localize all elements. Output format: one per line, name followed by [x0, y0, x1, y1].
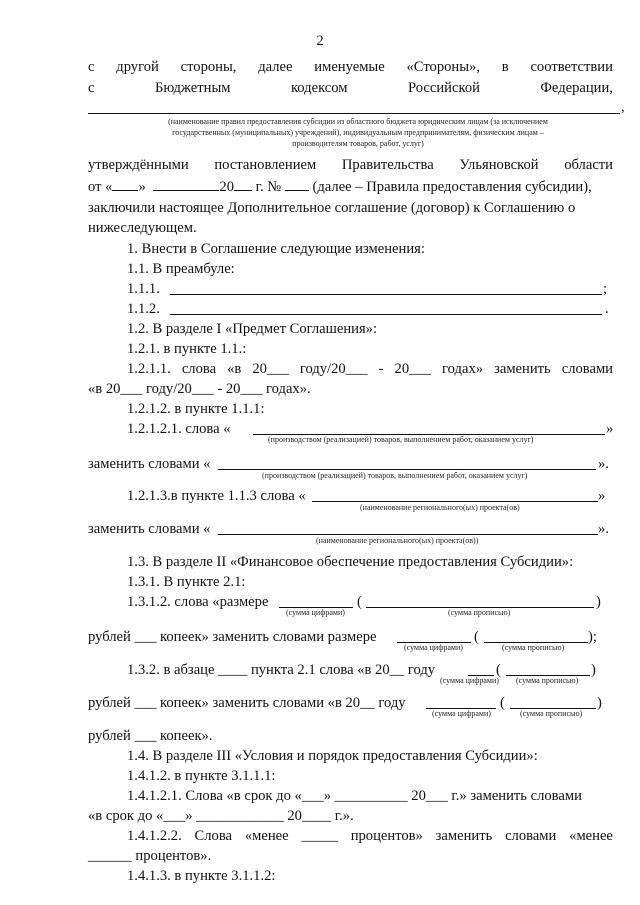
note-sum-digits-3: (сумма цифрами)	[440, 676, 499, 685]
note-sum-words-2: (сумма прописью)	[502, 643, 565, 652]
item-1-2-1: 1.2.1. в пункте 1.1.:	[127, 341, 247, 357]
concluded-line: заключили настоящее Дополнительное соглашение (договор) к Соглашению о	[88, 200, 576, 216]
rules-name-blank[interactable]	[88, 113, 620, 114]
note-project-1: (наименование регионального(ых) проекта(ов)	[360, 503, 520, 512]
rules-comma: ,	[621, 99, 625, 115]
replace-words-2: заменить словами «	[88, 521, 211, 537]
item-1-1-2: 1.1.2.	[127, 301, 160, 317]
page-number: 2	[316, 33, 324, 49]
day-blank[interactable]	[112, 178, 138, 191]
item-1-2: 1.2. В разделе I «Предмет Соглашения»:	[127, 321, 378, 337]
intro-line-2: с Бюджетным кодексом Российской Федерации,	[88, 80, 613, 96]
replace-words-1: заменить словами «	[88, 456, 211, 472]
item-1-4-1-2-1-line1: 1.4.1.2.1. Слова «в срок до «___» __________ 20___ г.» заменить словами	[127, 788, 582, 804]
note-sum-digits-1: (сумма цифрами)	[286, 608, 345, 617]
quote-close-dot-1: ».	[598, 456, 609, 472]
number-blank[interactable]	[285, 178, 309, 191]
note-sum-words-4: (сумма прописью)	[520, 709, 583, 718]
item-1-4-1-2-1-line2: «в срок до «___» ____________ 20____ г.».	[88, 808, 354, 824]
rub-kop-replace-2: рублей ___ копеек» заменить словами «в 20__ году	[88, 695, 406, 711]
rub-kop-replace-1: рублей ___ копеек» заменить словами размере	[88, 629, 377, 645]
item-1-3-1: 1.3.1. В пункте 2.1:	[127, 574, 246, 590]
item-1-1-1: 1.1.1.	[127, 281, 160, 297]
year-blank[interactable]	[234, 178, 252, 191]
item-1-3: 1.3. В разделе II «Финансовое обеспечение предоставления Субсидии»:	[127, 554, 574, 570]
project-blank-1[interactable]	[312, 501, 598, 502]
note-sum-words-1: (сумма прописью)	[448, 608, 511, 617]
item-1-4-1-2-2-line1: 1.4.1.2.2. Слова «менее _____ процентов» заменить словами «менее	[127, 828, 613, 844]
note-sum-digits-2: (сумма цифрами)	[404, 643, 463, 652]
item-1-1: 1.1. В преамбуле:	[127, 261, 235, 277]
note-sum-digits-4: (сумма цифрами)	[432, 709, 491, 718]
note-project-2: (наименование регионального(ых) проекта(ов))	[316, 536, 479, 545]
date-number-line: от « » 20 г. № (далее – Правила предоставления субсидии),	[88, 179, 592, 195]
quote-close-1: »	[606, 421, 614, 437]
item-1-3-1-2: 1.3.1.2. слова «размере	[127, 594, 269, 610]
note-sum-words-3: (сумма прописью)	[516, 676, 579, 685]
item-1-2-1-1-line1: 1.2.1.1. слова «в 20___ году/20___ - 20___ годах» заменить словами	[127, 361, 613, 377]
quote-close-dot-2: ».	[598, 521, 609, 537]
note-goods-1: (производством (реализацией) товаров, выполнением работ, оказанием услуг)	[268, 435, 534, 444]
item-1-1-2-end: .	[605, 301, 609, 317]
item-1-3-2: 1.3.2. в абзаце ____ пункта 2.1 слова «в 20__ году	[127, 662, 436, 678]
item-1-4-1-2-2-line2: ______ процентов».	[88, 848, 212, 864]
item-1-4-1-2: 1.4.1.2. в пункте 3.1.1.1:	[127, 768, 276, 784]
item-1-1-1-blank[interactable]	[170, 294, 602, 295]
project-blank-2[interactable]	[218, 534, 598, 535]
item-1-2-1-3: 1.2.1.3.в пункте 1.1.3 слова «	[127, 488, 306, 504]
item-1-1-1-end: ;	[603, 281, 608, 297]
intro-line-1: с другой стороны, далее именуемые «Стороны», в соответствии	[88, 59, 613, 75]
item-1-2-1-2-1: 1.2.1.2.1. слова «	[127, 421, 231, 437]
note-rules: (наименование правил предоставления субсидии из областного бюджета юридическим лицам (за исключением государственных (муниципальных) учреждений), индивидуальным предпринимателям, физическим лицам – производителям товаров, работ, услуг)	[168, 117, 548, 148]
item-1-1-2-blank[interactable]	[170, 314, 602, 315]
goods-words-blank-2[interactable]	[218, 469, 596, 470]
document-page: 2 с другой стороны, далее именуемые «Стороны», в соответствии с Бюджетным кодексом Российской Федерации, , (наименование правил предоставления субсидии из областного бюджета юридическим лицам (за исключением государственных (муниципальных) учреждений), индивидуальным предпринимателям, физическим лицам – производителям товаров, работ, услуг) утверждёнными постановлением Правительства Ульяновской области от « » 20 г. № (далее – Правила предоставления субсидии), заключили настоящее Дополнительное соглашение (договор) к Соглашению о нижеследующем. 1. Внести в Соглашение следующие изменения: 1.1. В преамбуле: 1.1.1. ; 1.1.2. . 1.2. В разделе I «Предмет Соглашения»: 1.2.1. в пункте 1.1.: 1.2.1.1. слова «в 20___ году/20___ - 20___ годах» заменить словами «в 20___ году/20___ - 20___ годах». 1.2.1.2. в пункте 1.1.1: 1.2.1.2.1. слова « » (производством (реализацией) товаров, выполнением работ, оказанием услуг) заменить словами « ». (производством (реализацией) товаров, выполнением работ, оказанием услуг) 1.2.1.3.в пункте 1.1.3 слова « » (наименование регионального(ых) проекта(ов) заменить словами « ». (наименование регионального(ых) проекта(ов)) 1.3. В разделе II «Финансовое обеспечение предоставления Субсидии»: 1.3.1. В пункте 2.1: 1.3.1.2. слова «размере ( ) (сумма цифрами) (сумма прописью) рублей ___ копеек» заменить словами размере ( ); (сумма цифрами) (сумма прописью) 1.3.2. в абзаце ____ пункта 2.1 слова «в 20__ году ( ) (сумма цифрами) (сумма прописью) рублей ___ копеек» заменить словами «в 20__ году ( ) (сумма цифрами) (сумма прописью) рублей ___ копеек». 1.4. В разделе III «Условия и порядок предоставления Субсидии»: 1.4.1.2. в пункте 3.1.1.1: 1.4.1.2.1. Слова «в срок до «___» __________ 20___ г.» заменить словами «в срок до «___» ____________ 20____ г.». 1.4.1.2.2. Слова «менее _____ процентов» заменить словами «менее ______ процентов». 1.4.1.3. в пункте 3.1.1.2:	[0, 0, 640, 905]
item-1-4-1-3: 1.4.1.3. в пункте 3.1.1.2:	[127, 868, 276, 884]
note-goods-2: (производством (реализацией) товаров, выполнением работ, оказанием услуг)	[262, 471, 528, 480]
approved-line: утверждёнными постановлением Правительства Ульяновской области	[88, 157, 613, 173]
item-1-4: 1.4. В разделе III «Условия и порядок предоставления Субсидии»:	[127, 748, 538, 764]
item-1: 1. Внести в Соглашение следующие изменения:	[127, 241, 425, 257]
month-blank[interactable]	[153, 178, 219, 191]
item-1-2-1-1-line2: «в 20___ году/20___ - 20___ годах».	[88, 381, 311, 397]
item-1-2-1-2: 1.2.1.2. в пункте 1.1.1:	[127, 401, 265, 417]
rub-kop-end: рублей ___ копеек».	[88, 728, 213, 744]
quote-close-2: »	[598, 488, 606, 504]
following-line: нижеследующем.	[88, 220, 197, 236]
